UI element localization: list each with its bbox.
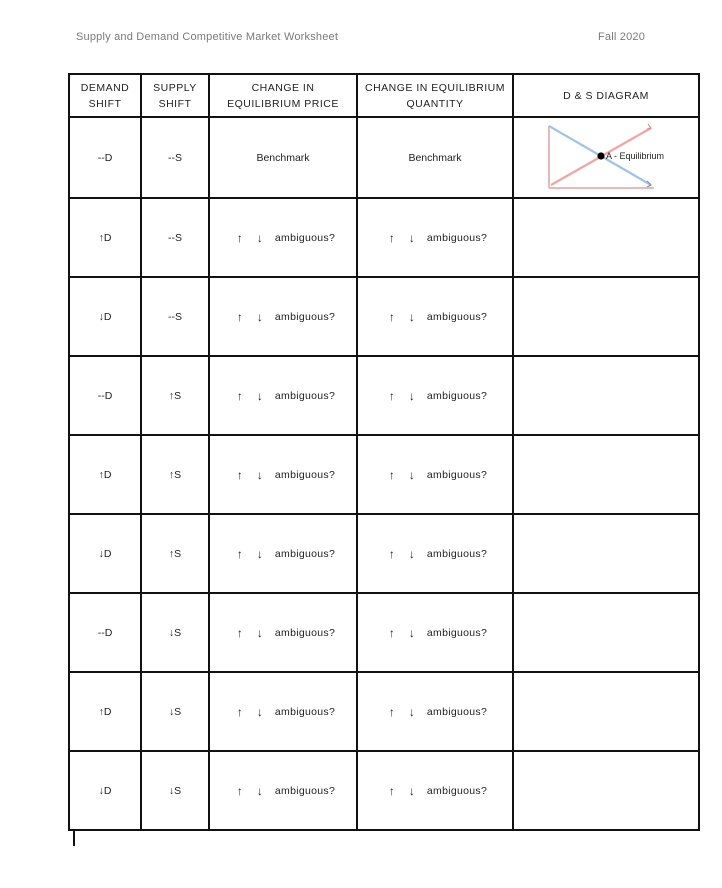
- quantity-ambiguous-choice[interactable]: ambiguous?: [426, 547, 488, 560]
- quantity-up-choice[interactable]: ↑: [388, 783, 395, 798]
- demand-shift-cell: ↓D: [69, 751, 141, 830]
- quantity-down-choice[interactable]: ↓: [408, 546, 415, 561]
- scenario-row: [69, 435, 699, 514]
- price-ambiguous-choice[interactable]: ambiguous?: [274, 705, 336, 718]
- diagram-blank-cell[interactable]: [513, 277, 699, 356]
- price-down-choice[interactable]: ↓: [256, 625, 263, 640]
- supply-shift-cell: ↑S: [141, 356, 209, 435]
- price-change-cell: [209, 751, 357, 830]
- diagram-blank-cell[interactable]: [513, 198, 699, 277]
- quantity-down-choice[interactable]: ↓: [408, 309, 415, 324]
- supply-shift-cell: ↑S: [141, 435, 209, 514]
- supply-arrow-icon: [647, 124, 651, 129]
- supply-demand-diagram: [514, 118, 700, 194]
- quantity-change-header: CHANGE IN EQUILIBRIUM QUANTITY: [357, 74, 513, 117]
- quantity-down-choice[interactable]: ↓: [408, 388, 415, 403]
- price-down-choice[interactable]: ↓: [256, 704, 263, 719]
- quantity-change-cell: [357, 672, 513, 751]
- quantity-up-choice[interactable]: ↑: [388, 467, 395, 482]
- diagram-blank-cell[interactable]: [513, 751, 699, 830]
- quantity-ambiguous-choice[interactable]: ambiguous?: [426, 705, 488, 718]
- price-change-header: CHANGE IN EQUILIBRIUM PRICE: [209, 74, 357, 117]
- price-up-choice[interactable]: ↑: [236, 704, 243, 719]
- quantity-ambiguous-choice[interactable]: ambiguous?: [426, 389, 488, 402]
- scenario-row: [69, 672, 699, 751]
- demand-shift-cell: ↑D: [69, 435, 141, 514]
- price-ambiguous-choice[interactable]: ambiguous?: [274, 389, 336, 402]
- demand-shift-cell: --D: [69, 593, 141, 672]
- price-ambiguous-choice[interactable]: ambiguous?: [274, 310, 336, 323]
- quantity-change-cell: [357, 751, 513, 830]
- supply-shift-cell: ↓S: [141, 672, 209, 751]
- diagram-header: D & S DIAGRAM: [513, 74, 699, 117]
- header-row: [69, 74, 699, 117]
- price-change-cell: [209, 514, 357, 593]
- price-up-choice[interactable]: ↑: [236, 546, 243, 561]
- price-ambiguous-choice[interactable]: ambiguous?: [274, 626, 336, 639]
- benchmark-row: [69, 117, 699, 198]
- price-ambiguous-choice[interactable]: ambiguous?: [274, 784, 336, 797]
- price-change-cell: [209, 593, 357, 672]
- text-cursor: [73, 831, 75, 846]
- demand-shift-cell: ↓D: [69, 514, 141, 593]
- quantity-change-cell: [357, 514, 513, 593]
- demand-shift-cell: --D: [69, 356, 141, 435]
- quantity-change-cell: [357, 593, 513, 672]
- supply-shift-header: SUPPLY SHIFT: [141, 74, 209, 117]
- price-ambiguous-choice[interactable]: ambiguous?: [274, 231, 336, 244]
- supply-shift-cell: --S: [141, 198, 209, 277]
- quantity-ambiguous-choice[interactable]: ambiguous?: [426, 310, 488, 323]
- quantity-ambiguous-choice[interactable]: ambiguous?: [426, 231, 488, 244]
- quantity-up-choice[interactable]: ↑: [388, 704, 395, 719]
- equilibrium-label: A - Equilibrium: [606, 151, 665, 161]
- equilibrium-point: [597, 152, 604, 159]
- diagram-blank-cell[interactable]: [513, 672, 699, 751]
- quantity-down-choice[interactable]: ↓: [408, 783, 415, 798]
- worksheet-title: Supply and Demand Competitive Market Worksheet: [76, 31, 339, 43]
- price-up-choice[interactable]: ↑: [236, 388, 243, 403]
- scenario-row: [69, 593, 699, 672]
- scenario-row: [69, 356, 699, 435]
- quantity-down-choice[interactable]: ↓: [408, 467, 415, 482]
- quantity-down-choice[interactable]: ↓: [408, 704, 415, 719]
- supply-shift-cell: ↓S: [141, 593, 209, 672]
- quantity-ambiguous-choice[interactable]: ambiguous?: [426, 468, 488, 481]
- scenario-row: [69, 514, 699, 593]
- demand-shift-cell: ↓D: [69, 277, 141, 356]
- price-up-choice[interactable]: ↑: [236, 230, 243, 245]
- quantity-change-cell: [357, 198, 513, 277]
- price-change-cell: [209, 198, 357, 277]
- price-down-choice[interactable]: ↓: [256, 388, 263, 403]
- price-down-choice[interactable]: ↓: [256, 783, 263, 798]
- price-down-choice[interactable]: ↓: [256, 467, 263, 482]
- quantity-up-choice[interactable]: ↑: [388, 388, 395, 403]
- price-down-choice[interactable]: ↓: [256, 230, 263, 245]
- diagram-blank-cell[interactable]: [513, 593, 699, 672]
- quantity-up-choice[interactable]: ↑: [388, 230, 395, 245]
- scenario-row: [69, 751, 699, 830]
- price-up-choice[interactable]: ↑: [236, 783, 243, 798]
- price-down-choice[interactable]: ↓: [256, 546, 263, 561]
- benchmark-quantity: Benchmark: [357, 117, 513, 198]
- quantity-change-cell: [357, 277, 513, 356]
- benchmark-price: Benchmark: [209, 117, 357, 198]
- quantity-down-choice[interactable]: ↓: [408, 230, 415, 245]
- diagram-blank-cell[interactable]: [513, 435, 699, 514]
- price-change-cell: [209, 277, 357, 356]
- quantity-up-choice[interactable]: ↑: [388, 309, 395, 324]
- scenario-row: [69, 277, 699, 356]
- price-up-choice[interactable]: ↑: [236, 467, 243, 482]
- quantity-up-choice[interactable]: ↑: [388, 546, 395, 561]
- price-up-choice[interactable]: ↑: [236, 625, 243, 640]
- supply-shift-cell: ↑S: [141, 514, 209, 593]
- diagram-blank-cell[interactable]: [513, 514, 699, 593]
- quantity-down-choice[interactable]: ↓: [408, 625, 415, 640]
- price-change-cell: [209, 435, 357, 514]
- price-up-choice[interactable]: ↑: [236, 309, 243, 324]
- quantity-change-cell: [357, 356, 513, 435]
- quantity-ambiguous-choice[interactable]: ambiguous?: [426, 626, 488, 639]
- price-ambiguous-choice[interactable]: ambiguous?: [274, 468, 336, 481]
- quantity-ambiguous-choice[interactable]: ambiguous?: [426, 784, 488, 797]
- scenario-row: [69, 198, 699, 277]
- price-ambiguous-choice[interactable]: ambiguous?: [274, 547, 336, 560]
- demand-shift-cell: ↑D: [69, 198, 141, 277]
- price-change-cell: [209, 356, 357, 435]
- worksheet-table: [68, 73, 700, 831]
- price-down-choice[interactable]: ↓: [256, 309, 263, 324]
- diagram-blank-cell[interactable]: [513, 356, 699, 435]
- demand-shift-cell: ↑D: [69, 672, 141, 751]
- quantity-up-choice[interactable]: ↑: [388, 625, 395, 640]
- benchmark-demand: --D: [69, 117, 141, 198]
- supply-shift-cell: --S: [141, 277, 209, 356]
- demand-shift-header: DEMAND SHIFT: [69, 74, 141, 117]
- supply-shift-cell: ↓S: [141, 751, 209, 830]
- term-label: Fall 2020: [598, 31, 646, 43]
- benchmark-diagram: [513, 117, 699, 198]
- quantity-change-cell: [357, 435, 513, 514]
- benchmark-supply: --S: [141, 117, 209, 198]
- price-change-cell: [209, 672, 357, 751]
